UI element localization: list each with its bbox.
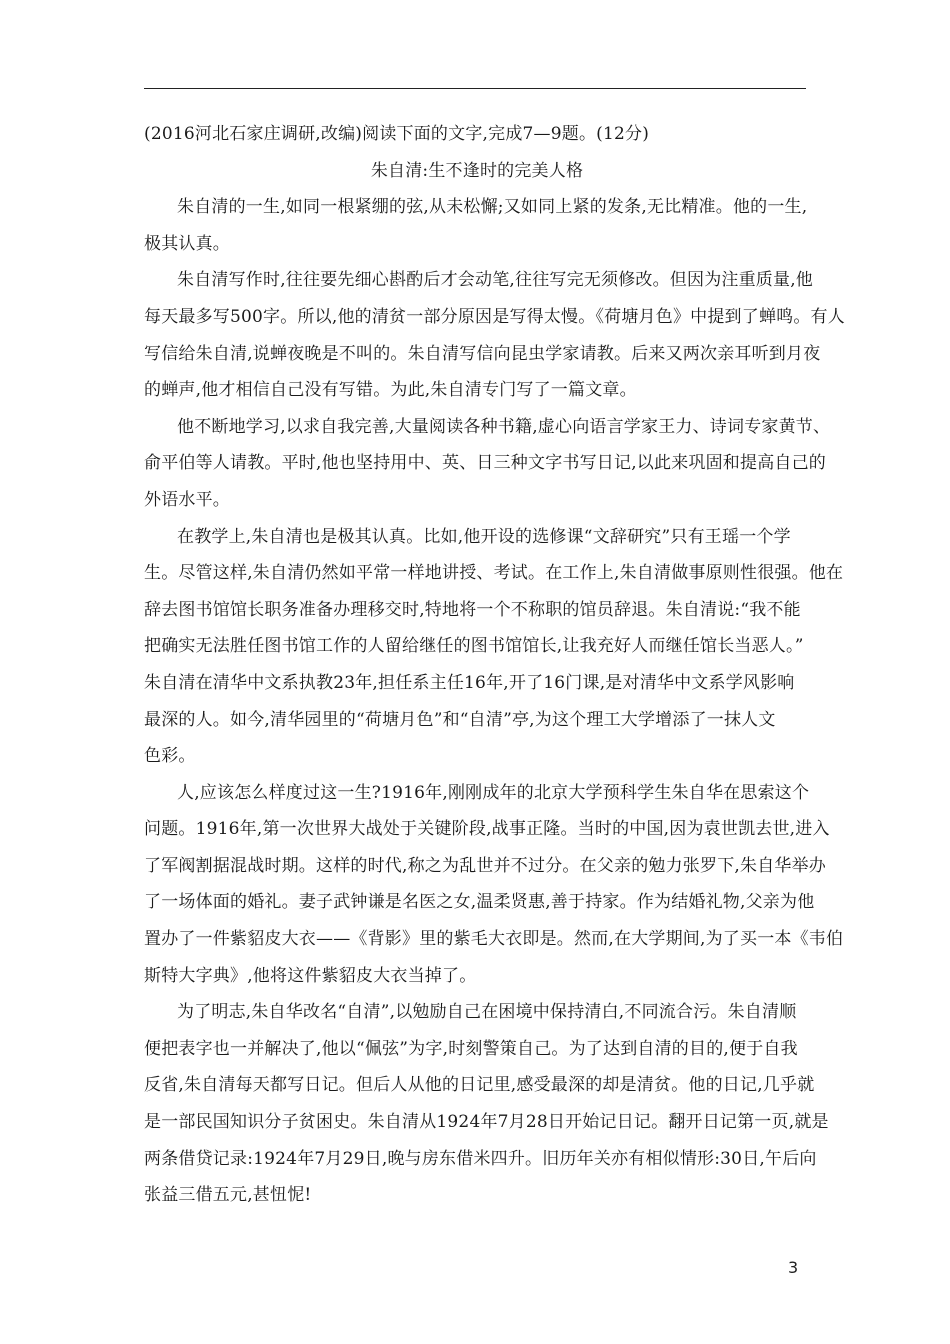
text-line: 俞平伯等人请教。平时,他也坚持用中、英、日三种文字书写日记,以此来巩固和提高自己的 — [144, 453, 827, 474]
header-rule — [144, 88, 806, 89]
text-line: 把确实无法胜任图书馆工作的人留给继任的图书馆馆长,让我充好人而继任馆长当恶人。” — [144, 636, 804, 657]
text-line: 朱自清写作时,往往要先细心斟酌后才会动笔,往往写完无须修改。但因为注重质量,他 — [177, 270, 814, 291]
text-line: 是一部民国知识分子贫困史。朱自清从1924年7月28日开始记日记。翻开日记第一页,就是 — [144, 1112, 829, 1133]
text-line: 朱自清在清华中文系执教23年,担任系主任16年,开了16门课,是对清华中文系学风影响 — [144, 672, 795, 693]
text-line: 每天最多写500字。所以,他的清贫一部分原因是写得太慢。《荷塘月色》中提到了蝉鸣。有人 — [144, 306, 845, 327]
text-line: 辞去图书馆馆长职务准备办理移交时,特地将一个不称职的馆员辞退。朱自清说:“我不能 — [144, 599, 801, 620]
text-line: 斯特大字典》,他将这件紫貂皮大衣当掉了。 — [144, 965, 477, 986]
source-note: (2016河北石家庄调研,改编)阅读下面的文字,完成7—9题。(12分) — [144, 124, 650, 144]
text-line: 置办了一件紫貂皮大衣——《背影》里的紫毛大衣即是。然而,在大学期间,为了买一本《韦伯 — [144, 929, 844, 950]
text-line: 他不断地学习,以求自我完善,大量阅读各种书籍,虚心向语言学家王力、诗词专家黄节、 — [177, 416, 831, 437]
text-line: 极其认真。 — [144, 233, 230, 254]
text-line: 生。尽管这样,朱自清仍然如平常一样地讲授、考试。在工作上,朱自清做事原则性很强。他在 — [144, 563, 844, 584]
text-line: 外语水平。 — [144, 489, 230, 510]
document-body — [144, 116, 845, 1214]
text-line: 为了明志,朱自华改名“自清”,以勉励自己在困境中保持清白,不同流合污。朱自清顺 — [177, 1002, 797, 1023]
page-number: 3 — [788, 1258, 799, 1277]
text-line: 便把表字也一并解决了,他以“佩弦”为字,时刻警策自己。为了达到自清的目的,便于自我 — [144, 1038, 798, 1059]
text-line: 的蝉声,他才相信自己没有写错。为此,朱自清专门写了一篇文章。 — [144, 380, 637, 401]
text-line: 最深的人。如今,清华园里的“荷塘月色”和“自清”亭,为这个理工大学增添了一抹人文 — [144, 709, 776, 730]
text-line: 问题。1916年,第一次世界大战处于关键阶段,战事正隆。当时的中国,因为袁世凯去世,进入 — [144, 819, 830, 840]
text-line: 了一场体面的婚礼。妻子武钟谦是名医之女,温柔贤惠,善于持家。作为结婚礼物,父亲为他 — [144, 892, 815, 913]
text-line: 写信给朱自清,说蝉夜晚是不叫的。朱自清写信向昆虫学家请教。后来又两次亲耳听到月夜 — [144, 343, 821, 364]
text-line: 朱自清的一生,如同一根紧绷的弦,从未松懈;又如同上紧的发条,无比精准。他的一生, — [177, 197, 808, 218]
text-line: 反省,朱自清每天都写日记。但后人从他的日记里,感受最深的却是清贫。他的日记,几乎就 — [144, 1075, 815, 1096]
text-line: 两条借贷记录:1924年7月29日,晚与房东借米四升。旧历年关亦有相似情形:30日,午后向 — [144, 1148, 817, 1169]
text-line: 色彩。 — [144, 746, 196, 767]
text-line: 张益三借五元,甚忸怩! — [144, 1185, 312, 1206]
text-line: 在教学上,朱自清也是极其认真。比如,他开设的选修课“文辞研究”只有王瑶一个学 — [177, 526, 791, 547]
text-line: 人,应该怎么样度过这一生?1916年,刚刚成年的北京大学预科学生朱自华在思索这个 — [177, 782, 810, 803]
text-line: 了军阀割据混战时期。这样的时代,称之为乱世并不过分。在父亲的勉力张罗下,朱自华举办 — [144, 855, 827, 876]
article-title: 朱自清:生不逢时的完美人格 — [370, 160, 584, 181]
